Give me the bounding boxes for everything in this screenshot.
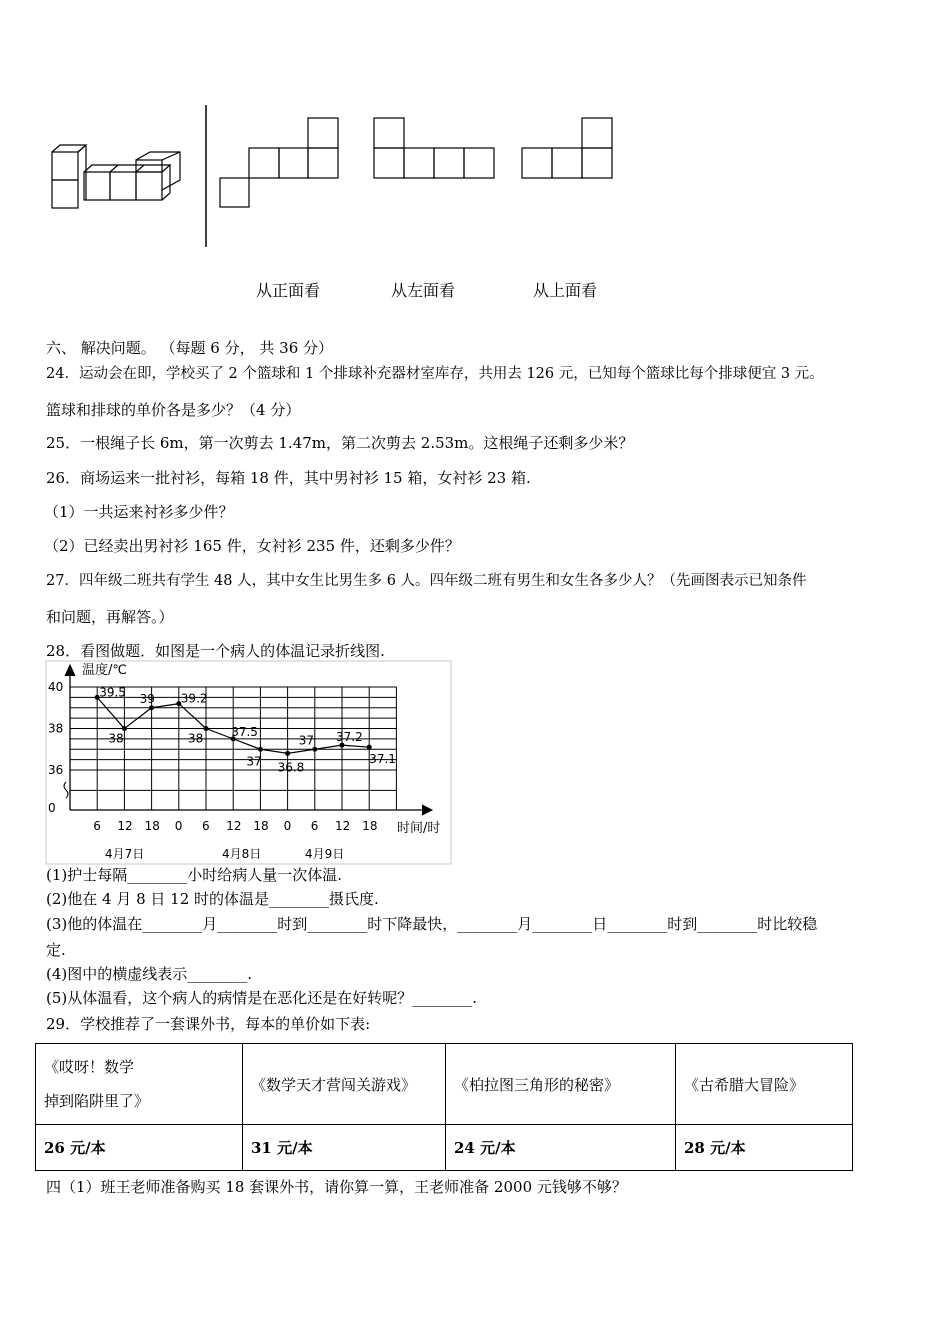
data-point <box>367 745 372 750</box>
q25-text: 25．一根绳子长 6m，第一次剪去 1.47m，第二次剪去 2.53m。这根绳子还剩多少米？ <box>46 434 634 452</box>
q24-line2: 篮球和排球的单价各是多少？（4 分） <box>46 401 301 419</box>
data-label: 39 <box>139 691 155 706</box>
y-tick-label: 40 <box>48 680 64 694</box>
q28-text: 28．看图做题．如图是一个病人的体温记录折线图. <box>46 642 385 660</box>
x-axis-arrow <box>422 805 432 815</box>
x-tick-label: 12 <box>226 819 242 833</box>
data-label: 36.8 <box>277 760 305 775</box>
x-tick-label: 18 <box>253 819 269 833</box>
q28-sub3a: (3)他的体温在________月________时到________时下降最快，________月________日________时到________时比较稳 <box>46 915 818 933</box>
q26-sub2: （2）已经卖出男衬衫 165 件，女衬衫 235 件，还剩多少件？ <box>44 537 460 555</box>
book3-title: 《柏拉图三角形的秘密》 <box>446 1044 676 1125</box>
data-point <box>204 726 209 731</box>
q28-sub5: (5)从体温看，这个病人的病情是在恶化还是在好转呢？________. <box>46 989 478 1007</box>
q27-line1: 27．四年级二班共有学生 48 人，其中女生比男生多 6 人。四年级二班有男生和女生各多少人？（先画图表示已知条件 <box>46 573 807 589</box>
x-tick-label: 18 <box>144 819 160 833</box>
y-tick-label: 36 <box>48 763 64 777</box>
x-tick-label: 6 <box>310 819 319 833</box>
date-group-label: 4月8日 <box>222 847 262 861</box>
x-tick-label: 0 <box>174 819 183 833</box>
data-label: 37.1 <box>369 752 396 767</box>
x-tick-label: 6 <box>202 819 210 833</box>
data-label: 38 <box>108 731 124 746</box>
q27-line2: 和问题，再解答。） <box>46 608 174 626</box>
table-row <box>36 1044 853 1125</box>
top-view-label: 从上面看 <box>533 281 598 300</box>
q26-sub1: （1）一共运来衬衫多少件？ <box>44 503 234 521</box>
date-group-label: 4月7日 <box>105 847 145 861</box>
date-group-label: 4月9日 <box>305 847 345 861</box>
data-label: 37.2 <box>336 730 363 745</box>
book4-title: 《古希腊大冒险》 <box>676 1044 853 1125</box>
section-heading: 六、 解决问题。 （每题 6 分， 共 36 分） <box>46 339 334 357</box>
data-point <box>149 705 154 710</box>
book1-price: 26 元/本 <box>36 1125 243 1171</box>
three-view-figure <box>40 100 640 250</box>
data-label: 37.5 <box>231 724 258 739</box>
y-tick-label: 38 <box>48 721 64 736</box>
q26-text: 26．商场运来一批衬衫，每箱 18 件，其中男衬衫 15 箱，女衬衫 23 箱. <box>46 469 531 487</box>
y-axis-arrow <box>65 665 75 676</box>
book1-title-line1: 《哎呀！数学 <box>44 1058 135 1076</box>
left-view-label: 从左面看 <box>391 281 456 300</box>
book4-price: 28 元/本 <box>676 1125 853 1171</box>
data-label: 39.2 <box>180 691 208 706</box>
front-view-label: 从正面看 <box>256 281 321 300</box>
book3-price: 24 元/本 <box>446 1125 676 1171</box>
x-tick-label: 12 <box>335 819 351 833</box>
y-tick-label: 0 <box>48 801 56 815</box>
q28-sub3b: 定. <box>46 941 66 959</box>
book2-title: 《数学天才营闯关游戏》 <box>243 1044 446 1125</box>
q29-text: 29．学校推荐了一套课外书，每本的单价如下表: <box>46 1015 371 1033</box>
q28-sub4: (4)图中的横虚线表示________. <box>46 965 253 983</box>
data-point <box>285 751 290 756</box>
q28-sub1: (1)护士每隔________小时给病人量一次体温. <box>46 866 343 884</box>
q24-line1: 24．运动会在即，学校买了 2 个篮球和 1 个排球补充器材室库存，共用去 126 元，已知每个篮球比每个排球便宜 3 元。 <box>46 366 824 382</box>
x-tick-label: 6 <box>93 819 101 833</box>
book-cell <box>36 1044 243 1125</box>
book1-title-line2: 掉到陷阱里了》 <box>44 1092 150 1110</box>
data-point <box>122 726 127 731</box>
data-label: 37 <box>298 733 315 748</box>
x-axis-label: 时间/时 <box>397 821 441 836</box>
book2-price: 31 元/本 <box>243 1125 446 1171</box>
q29-question: 四（1）班王老师准备购买 18 套课外书，请你算一算，王老师准备 2000 元钱够不够？ <box>46 1178 627 1196</box>
q28-sub2: (2)他在 4 月 8 日 12 时的体温是________摄氏度. <box>46 890 379 908</box>
x-tick-label: 12 <box>117 819 133 833</box>
x-tick-label: 0 <box>283 819 292 833</box>
data-label: 38 <box>188 731 204 746</box>
data-point <box>312 747 317 752</box>
x-tick-label: 18 <box>362 819 378 833</box>
data-point <box>258 747 263 752</box>
data-label: 39.5 <box>99 685 126 700</box>
book-price-table <box>35 1043 853 1171</box>
table-row <box>36 1125 853 1171</box>
temperature-line-chart <box>45 660 455 865</box>
axis-break <box>64 782 68 798</box>
data-label: 37 <box>246 754 262 769</box>
y-axis-label: 温度/℃ <box>82 663 127 678</box>
